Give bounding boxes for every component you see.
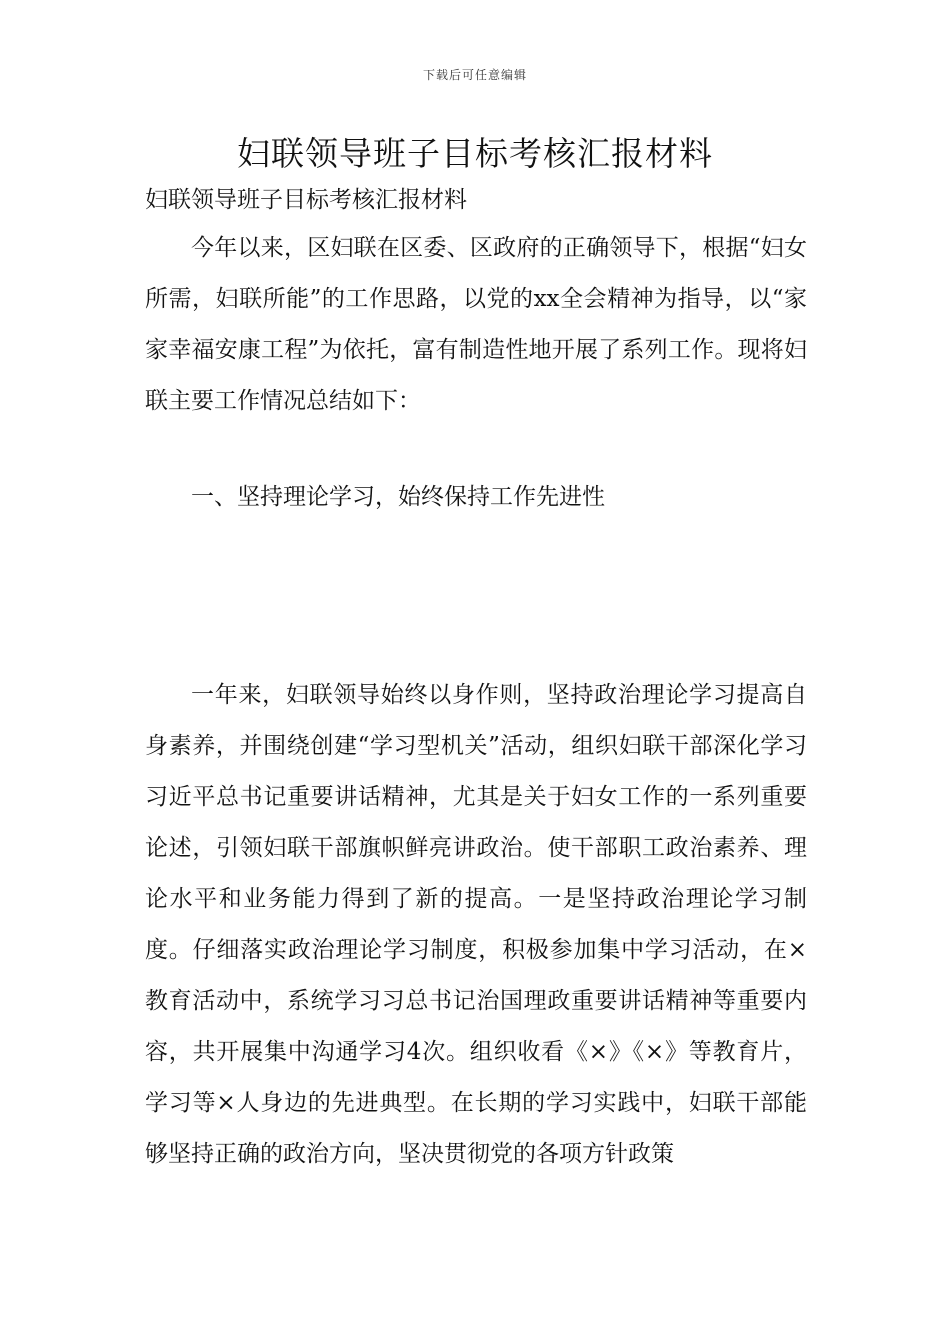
section-one-body: 一年来，妇联领导始终以身作则，坚持政治理论学习提高自身素养，并围绕创建“学习型机关”活动，组织妇联干部深化学习习近平总书记重要讲话精神，尤其是关于妇女工作的一系列重要论述，引领妇联干部旗帜鲜亮讲政治。使干部职工政治素养、理论水平和业务能力得到了新的提高。一是坚持政治理论学习制度。仔细落实政治理论学习制度，积极参加集中学习活动，在×教育活动中，系统学习习总书记治国理政重要讲话精神等重要内容，共开展集中沟通学习4次。组织收看《×》《×》等教育片，学习等×人身边的先进典型。在长期的学习实践中，妇联干部能够坚持正确的政治方向，坚决贯彻党的各项方针政策: [145, 682, 807, 1167]
document-title: 妇联领导班子目标考核汇报材料: [237, 134, 713, 173]
intro-paragraph: 今年以来，区妇联在区委、区政府的正确领导下，根据“妇女所需，妇联所能”的工作思路，以党的xx全会精神为指导，以“家家幸福安康工程”为依托，富有制造性地开展了系列工作。现将妇联主要工作情况总结如下：: [145, 235, 807, 414]
header-note: 下载后可任意编辑: [422, 68, 527, 82]
document-subtitle: 妇联领导班子目标考核汇报材料: [145, 187, 467, 213]
section-one-heading: 一、坚持理论学习，始终保持工作先进性: [191, 484, 605, 510]
